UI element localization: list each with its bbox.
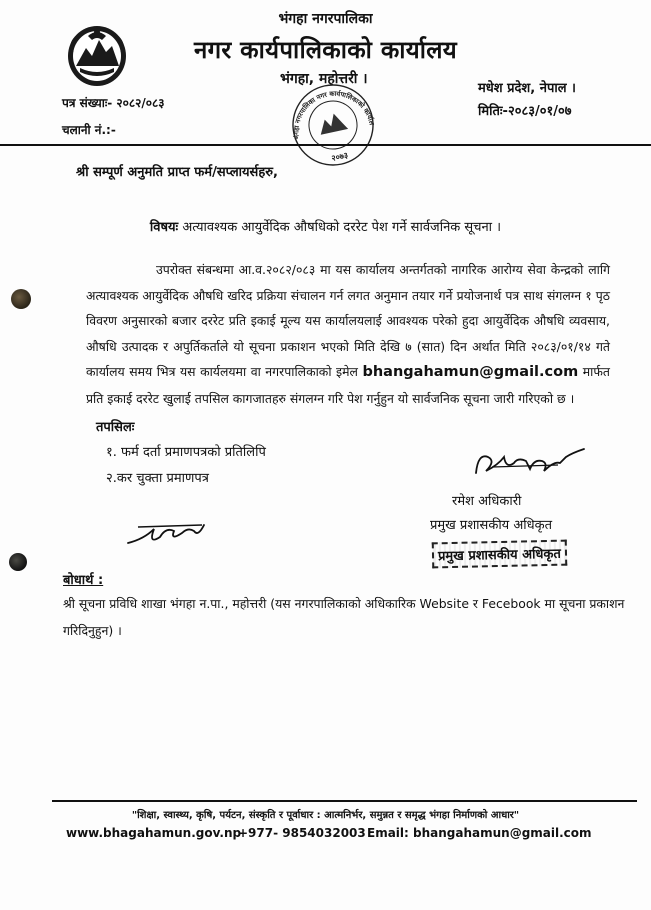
annex-item: १. फर्म दर्ता प्रमाणपत्रको प्रतिलिपि bbox=[106, 445, 266, 460]
notice-body bbox=[86, 257, 610, 412]
designation-stamp: प्रमुख प्रशासकीय अधिकृत bbox=[432, 540, 567, 569]
office-place: भंगहा, महोत्तरी । bbox=[280, 71, 368, 87]
footer-email-link[interactable]: Email: bhangahamun@gmail.com bbox=[367, 826, 592, 840]
subject-text: अत्यावश्यक आयुर्वेदिक औषधिको दररेट पेश गर्ने सार्वजनिक सूचना । bbox=[182, 220, 502, 235]
cc-text: श्री सूचना प्रविधि शाखा भंगहा न.पा., महोत्तरी (यस नगरपालिकाको अधिकारिक Website र Fecebook मा सूचना प्रकाशन गरिदिनुहुन) । bbox=[63, 596, 625, 638]
subject-line bbox=[0, 217, 651, 235]
office-title: नगर कार्यपालिकाको कार्यालय bbox=[193, 36, 458, 64]
signer-name: रमेश अधिकारी bbox=[452, 494, 522, 509]
subject-label: विषयः bbox=[149, 220, 179, 235]
dispatch-number: चलानी नं.:- bbox=[62, 123, 116, 137]
municipality-name: भंगहा नगरपालिका bbox=[278, 11, 373, 27]
reference-number: पत्र संख्याः- २०८२/०८३ bbox=[62, 96, 165, 110]
footer-motto: "शिक्षा, स्वास्थ्य, कृषि, पर्यटन, संस्कृति र पूर्वाधार : आत्मनिर्भर, समुन्नत र समृद्ध भंगहा निर्माणको आधार" bbox=[131, 810, 520, 821]
seal-year: २०७३ bbox=[330, 150, 349, 163]
svg-text:भंगहा नगरपालिका नगर कार्यपालिक bbox=[283, 80, 377, 145]
signer-title: प्रमुख प्रशासकीय अधिकृत bbox=[430, 518, 553, 533]
office-seal-stamp bbox=[283, 80, 383, 170]
footer-divider bbox=[52, 800, 637, 802]
salutation: श्री सम्पूर्ण अनुमति प्राप्त फर्म/सप्लायर्सहरु, bbox=[76, 165, 278, 180]
cc-heading: बोधार्थ : bbox=[63, 573, 104, 588]
annex-item: २.कर चुक्ता प्रमाणपत्र bbox=[106, 471, 209, 486]
clerk-signature bbox=[124, 517, 208, 551]
province-line: मधेश प्रदेश, नेपाल । bbox=[478, 81, 576, 96]
punch-hole bbox=[11, 289, 31, 309]
annex-heading: तपसिलः bbox=[96, 420, 135, 435]
letter-date: मितिः-२०८३/०१/०७ bbox=[478, 104, 572, 119]
officer-signature bbox=[468, 443, 588, 483]
body-text-part-2: मार्फत प्रति इकाई दररेट खुलाई तपसिल कागजातहरु संगलग्न गरि पेश गर्नुहुन यो सार्वजनिक सूचना जारी गरिएको छ । bbox=[86, 364, 610, 406]
header-divider bbox=[0, 144, 651, 146]
body-text-part-1: उपरोक्त संबन्धमा आ.व.२०८२/०८३ मा यस कार्यालय अन्तर्गतको नागरिक आरोग्य सेवा केन्द्रको लागि अत्यावश्यक आयुर्वेदिक औषधि खरिद प्रक्रिया संचालन गर्न लगत अनुमान तयार गर्ने प्रयोजनार्थ पत्र साथ संगलग्न १ पृठ विवरण अनुसारको बजार दररेट प्रति इकाई मूल्य यस कार्यालयलाई आवश्यक परेको हुदा आयुर्वेदिक औषधि व्यवसाय, औषधि उत्पादक र अपुर्तिकर्ताले यो सूचना प्रकाशन भएको मिति देखि ७ (सात) दिन अर्थात मिति २०८३/०१/१४ गते कार्यालय समय भित्र यस कार्यलयमा वा नगरपालिकाको इमेल bbox=[86, 262, 610, 380]
punch-hole bbox=[9, 553, 27, 571]
seal-text: भंगहा नगरपालिका नगर कार्यपालिकाको कार्यालय bbox=[292, 89, 376, 141]
footer-phone: +977- 9854032003 bbox=[238, 826, 366, 840]
body-email: bhangahamun@gmail.com bbox=[362, 364, 579, 381]
footer-website-link[interactable]: www.bhagahamun.gov.np bbox=[66, 826, 242, 840]
